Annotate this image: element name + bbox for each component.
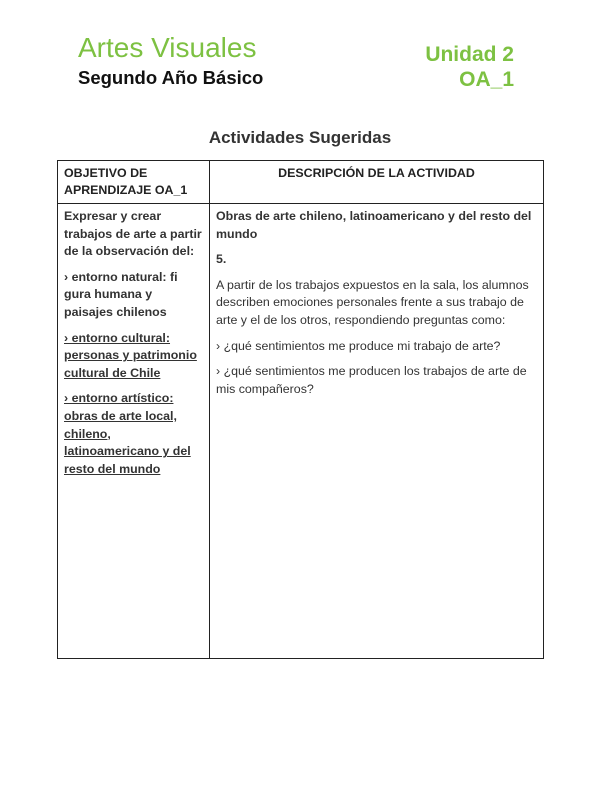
oa-label: OA_1 [459, 68, 514, 91]
objective-item-cultural: › entorno cultural: personas y patrimonio cultural de Chile [64, 330, 197, 380]
description-cell [210, 204, 544, 659]
activity-paragraph: A partir de los trabajos expuestos en la sala, los alumnos describen emociones personales frente a sus trabajo de arte y el de los otros, respondiendo preguntas como: [216, 277, 529, 328]
objective-cell [58, 204, 210, 659]
document-title: Artes Visuales [78, 32, 257, 63]
objective-item-natural: › entorno natural: fi gura humana y paisajes chilenos [64, 269, 178, 320]
table-body-row [58, 204, 544, 659]
objective-column-header: OBJETIVO DE APRENDIZAJE OA_1 [58, 161, 210, 204]
activity-heading: Obras de arte chileno, latinoamericano y del resto del mundo [216, 209, 532, 241]
activity-number: 5. [216, 252, 227, 267]
grade-subtitle: Segundo Año Básico [78, 67, 264, 88]
section-title: Actividades Sugeridas [208, 128, 392, 147]
objective-item-artistic: › entorno artístico: obras de arte local, chileno, latinoamericano y del resto del mundo [64, 391, 191, 476]
description-column-header: DESCRIPCIÓN DE LA ACTIVIDAD [210, 161, 544, 204]
activity-question-1: › ¿qué sentimientos me produce mi trabajo de arte? [216, 338, 501, 353]
table-header-row [58, 161, 544, 204]
objective-intro: Expresar y crear trabajos de arte a partir de la observación del: [64, 209, 202, 259]
activities-table [57, 160, 544, 659]
activity-question-2: › ¿qué sentimientos me producen los trabajos de arte de mis compañeros? [216, 364, 527, 396]
unit-label: Unidad 2 [425, 43, 514, 66]
